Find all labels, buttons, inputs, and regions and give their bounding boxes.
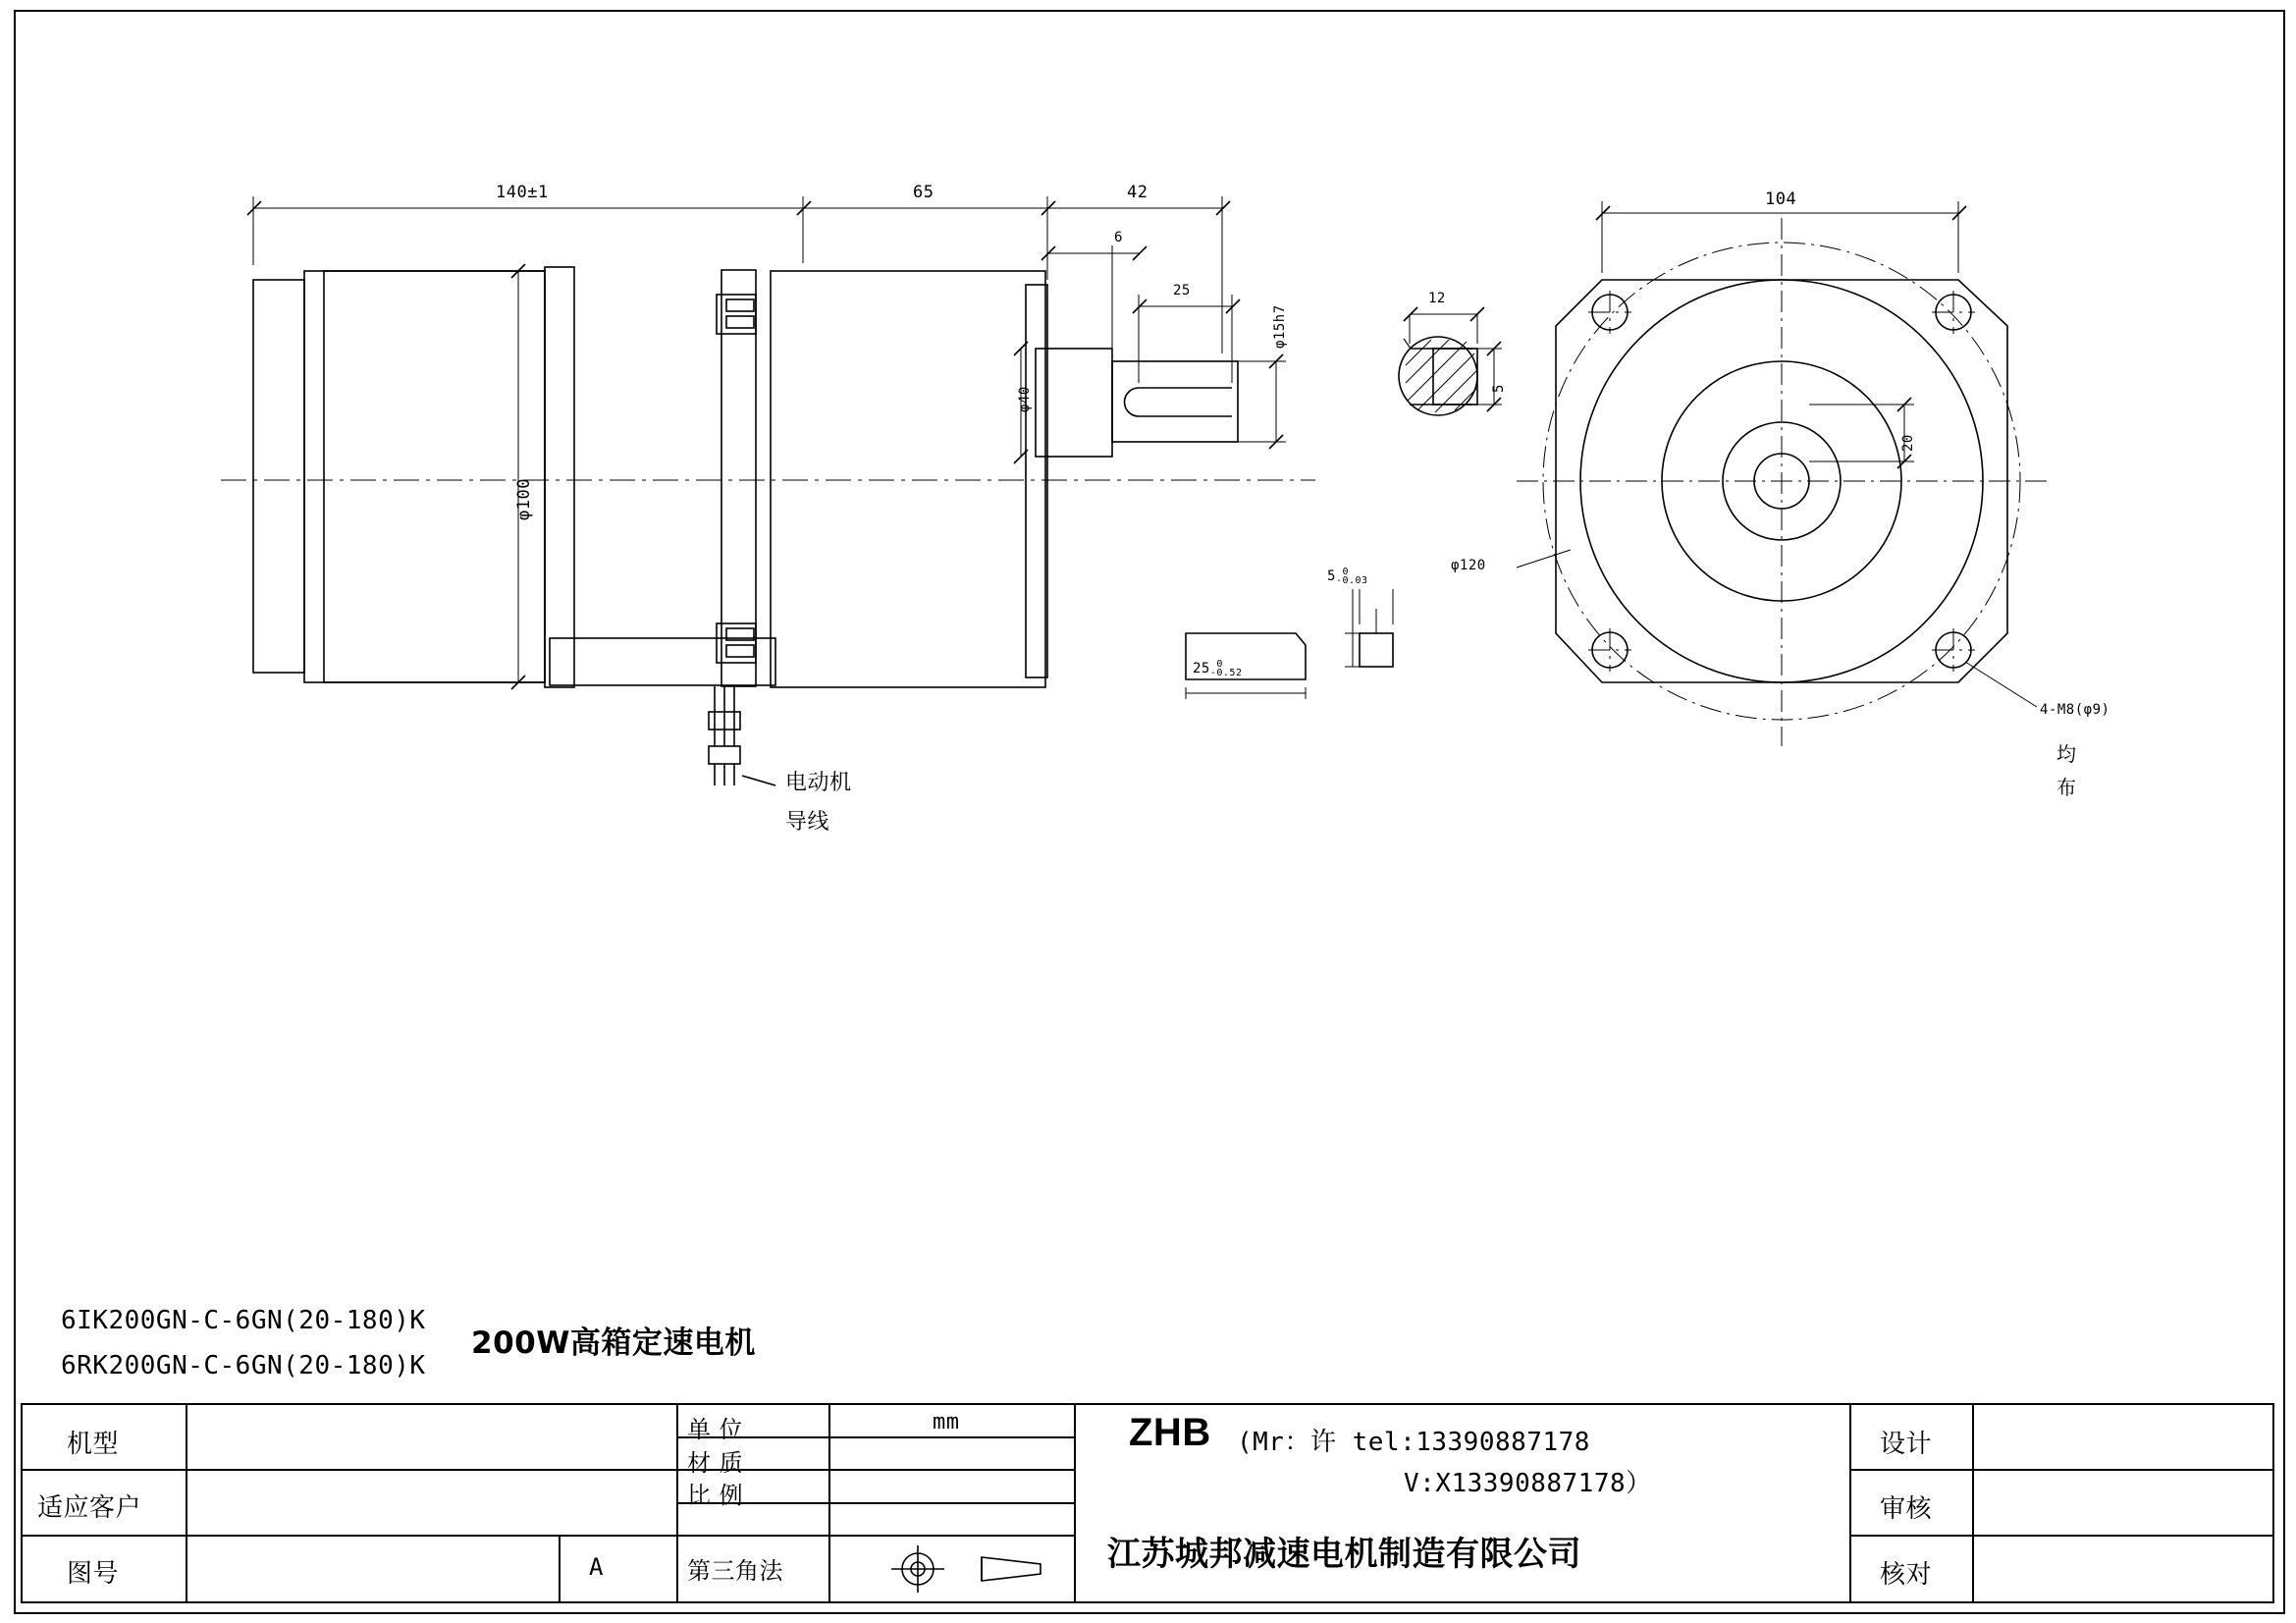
cable-callout-line2: 导线 (785, 810, 830, 835)
dim-shaft-length: 42 (1127, 183, 1148, 202)
approval-label-check: 核对 (1880, 1560, 1933, 1590)
cable-callout-line1: 电动机 (785, 771, 852, 795)
titleblock-value-unit: mm (933, 1410, 960, 1434)
dim-key-thickness-tol: 5 0 -0.03 (1327, 567, 1368, 586)
titleblock-label-unit: 单 位 (687, 1416, 744, 1443)
company-brand: ZHB (1129, 1411, 1211, 1454)
approval-label-design: 设计 (1880, 1430, 1933, 1459)
company-contact-line1: (Mr：许 tel:13390887178 (1237, 1428, 1590, 1457)
model-description: 200W高箱定速电机 (471, 1325, 756, 1361)
dim-body-length: 140±1 (496, 183, 549, 202)
dim-gearbox-length: 65 (913, 183, 934, 202)
dim-hub: 20 (1900, 434, 1916, 452)
company-contact-line2: V:X13390887178） (1404, 1469, 1652, 1498)
model-code-line2: 6RK200GN-C-6GN(20-180)K (61, 1351, 426, 1380)
dim-key-length-tol: 25 0 -0.52 (1193, 659, 1243, 678)
dim-key-width: 12 (1428, 291, 1446, 306)
dim-shaft-step: 6 (1114, 230, 1123, 245)
dim-shaft-dia: φ15h7 (1272, 304, 1288, 349)
titleblock-label-customer: 适应客户 (37, 1493, 142, 1523)
titleblock-label-scale: 比 例 (687, 1482, 744, 1509)
company-name: 江苏城邦减速电机制造有限公司 (1107, 1535, 1581, 1574)
bolt-note-cn-line1: 均 (2056, 742, 2077, 766)
titleblock-label-material: 材 质 (687, 1449, 744, 1477)
bolt-note-cn-line2: 布 (2056, 776, 2077, 799)
approval-label-review: 审核 (1880, 1494, 1933, 1524)
titleblock-label-projection: 第三角法 (687, 1557, 783, 1585)
titleblock-sheet-letter: A (589, 1553, 604, 1581)
dim-pcd: φ120 (1451, 558, 1486, 573)
titleblock-label-model: 机型 (67, 1430, 120, 1459)
bolt-spec-note: 4-M8(φ9) (2040, 702, 2110, 718)
dim-flange-width: 104 (1765, 189, 1797, 209)
dim-boss-dia: φ40 (1017, 386, 1033, 412)
model-code-line1: 6IK200GN-C-6GN(20-180)K (61, 1306, 426, 1335)
dim-key-height: 5 (1491, 384, 1507, 393)
dim-key-length: 25 (1173, 283, 1191, 298)
dim-body-dia: φ100 (514, 478, 534, 520)
titleblock-label-drawingno: 图号 (67, 1559, 120, 1589)
